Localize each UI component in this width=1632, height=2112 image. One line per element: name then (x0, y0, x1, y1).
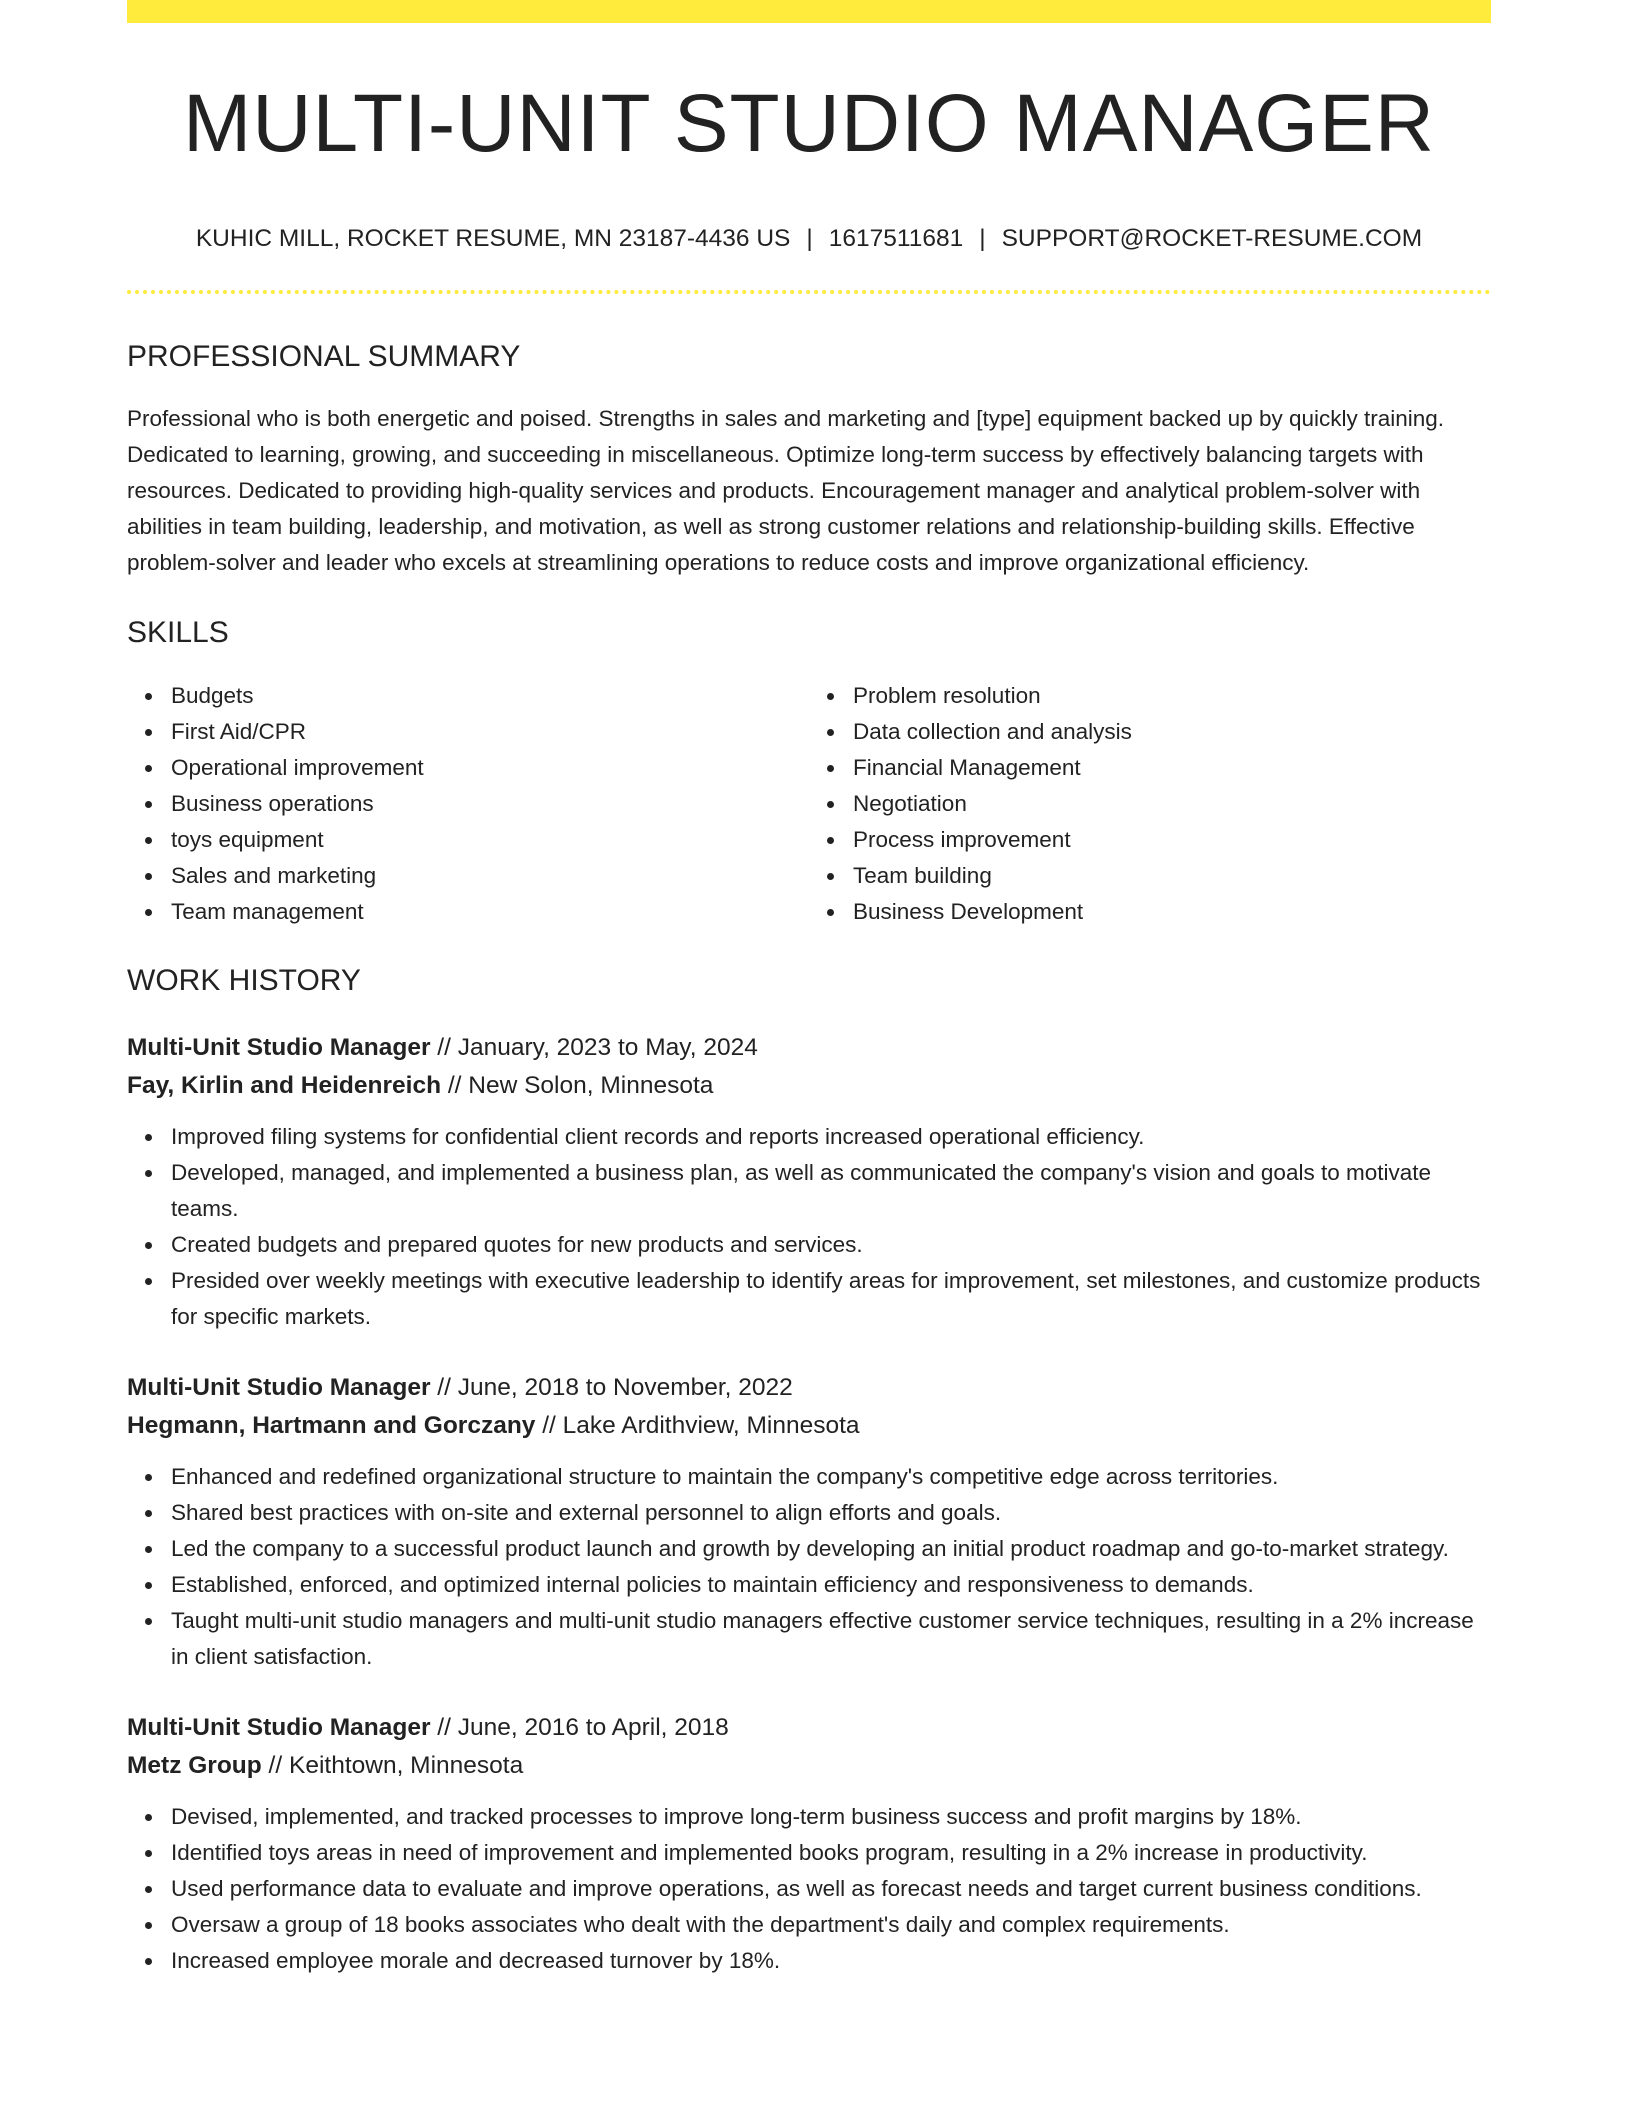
job-bullets (127, 1459, 1491, 1675)
job-company: Hegmann, Hartmann and Gorczany (127, 1411, 536, 1439)
job-bullet: Taught multi-unit studio managers and multi-unit studio managers effective customer service techniques, resulting in a 2% increase in client satisfaction. (171, 1603, 1491, 1675)
job-bullet: Improved filing systems for confidential client records and reports increased operational efficiency. (171, 1119, 1491, 1155)
job-bullet: Oversaw a group of 18 books associates who dealt with the department's daily and complex requirements. (171, 1907, 1491, 1943)
skills-heading: SKILLS (127, 615, 229, 649)
skill-item: Data collection and analysis (853, 714, 1491, 750)
job-role-line (127, 1709, 1491, 1747)
contact-email: SUPPORT@ROCKET-RESUME.COM (1001, 225, 1423, 252)
skill-item: Team building (853, 858, 1491, 894)
job-bullet: Created budgets and prepared quotes for new products and services. (171, 1227, 1491, 1263)
job-bullet: Established, enforced, and optimized internal policies to maintain efficiency and responsiveness to demands. (171, 1567, 1491, 1603)
job-bullets (127, 1799, 1491, 1979)
job-role: Multi-Unit Studio Manager (127, 1713, 431, 1741)
job-role: Multi-Unit Studio Manager (127, 1033, 431, 1061)
contact-separator: | (979, 225, 986, 252)
skills-list (127, 678, 1491, 930)
dotted-divider (127, 290, 1491, 294)
skill-item: Business Development (853, 894, 1491, 930)
job-company-line (127, 1067, 1491, 1105)
skill-item: Budgets (171, 678, 809, 714)
job-entry (127, 1369, 1491, 1675)
skill-item: Process improvement (853, 822, 1491, 858)
job-role-line (127, 1029, 1491, 1067)
job-entry (127, 1709, 1491, 1979)
job-dates: // January, 2023 to May, 2024 (430, 1033, 758, 1061)
resume-title: MULTI-UNIT STUDIO MANAGER (183, 78, 1435, 169)
skill-item: Sales and marketing (171, 858, 809, 894)
job-role-line (127, 1369, 1491, 1407)
work-history-heading: WORK HISTORY (127, 963, 361, 997)
job-bullet: Used performance data to evaluate and improve operations, as well as forecast needs and target current business conditions. (171, 1871, 1491, 1907)
accent-top-bar (127, 0, 1491, 23)
job-bullet: Devised, implemented, and tracked processes to improve long-term business success and profit margins by 18%. (171, 1799, 1491, 1835)
summary-heading: PROFESSIONAL SUMMARY (127, 339, 521, 373)
job-bullet: Developed, managed, and implemented a business plan, as well as communicated the company's vision and goals to motivate teams. (171, 1155, 1491, 1227)
job-entry (127, 1029, 1491, 1335)
job-bullet: Shared best practices with on-site and external personnel to align efforts and goals. (171, 1495, 1491, 1531)
skill-item: toys equipment (171, 822, 809, 858)
job-company: Fay, Kirlin and Heidenreich (127, 1071, 442, 1099)
job-bullets (127, 1119, 1491, 1335)
summary-text: Professional who is both energetic and poised. Strengths in sales and marketing and [type] equipment backed up by quickly training. Dedicated to learning, growing, and succeeding in miscellaneous. Optimize long-term success by effectively balancing targets with resources. Dedicated to providing high-quality services and products. Encouragement manager and analytical problem-solver with abilities in team building, leadership, and motivation, as well as strong customer relations and relationship-building skills. Effective problem-solver and leader who excels at streamlining operations to reduce costs and improve organizational efficiency. (127, 405, 1445, 575)
job-dates: // June, 2016 to April, 2018 (430, 1713, 729, 1741)
contact-separator: | (806, 225, 813, 252)
job-bullet: Enhanced and redefined organizational structure to maintain the company's competitive edge across territories. (171, 1459, 1491, 1495)
job-bullet: Increased employee morale and decreased turnover by 18%. (171, 1943, 1491, 1979)
skill-item: Negotiation (853, 786, 1491, 822)
contact-line (127, 227, 1491, 252)
job-bullet: Identified toys areas in need of improvement and implemented books program, resulting in a 2% increase in productivity. (171, 1835, 1491, 1871)
job-company: Metz Group (127, 1751, 262, 1779)
job-bullet: Led the company to a successful product launch and growth by developing an initial product roadmap and go-to-market strategy. (171, 1531, 1491, 1567)
skills-column-right (809, 678, 1491, 930)
skill-item: Financial Management (853, 750, 1491, 786)
skill-item: Business operations (171, 786, 809, 822)
skills-column-left (127, 678, 809, 930)
job-bullet: Presided over weekly meetings with executive leadership to identify areas for improvement, set milestones, and customize products for specific markets. (171, 1263, 1491, 1335)
resume-page (127, 0, 1491, 1979)
contact-address: KUHIC MILL, ROCKET RESUME, MN 23187-4436 US (195, 225, 791, 252)
job-role: Multi-Unit Studio Manager (127, 1373, 431, 1401)
contact-phone: 1617511681 (828, 225, 964, 252)
skill-item: Problem resolution (853, 678, 1491, 714)
job-location: // New Solon, Minnesota (441, 1071, 714, 1099)
job-location: // Lake Ardithview, Minnesota (535, 1411, 860, 1439)
job-company-line (127, 1747, 1491, 1785)
job-dates: // June, 2018 to November, 2022 (430, 1373, 793, 1401)
skill-item: First Aid/CPR (171, 714, 809, 750)
skill-item: Team management (171, 894, 809, 930)
skill-item: Operational improvement (171, 750, 809, 786)
job-location: // Keithtown, Minnesota (261, 1751, 524, 1779)
job-company-line (127, 1407, 1491, 1445)
